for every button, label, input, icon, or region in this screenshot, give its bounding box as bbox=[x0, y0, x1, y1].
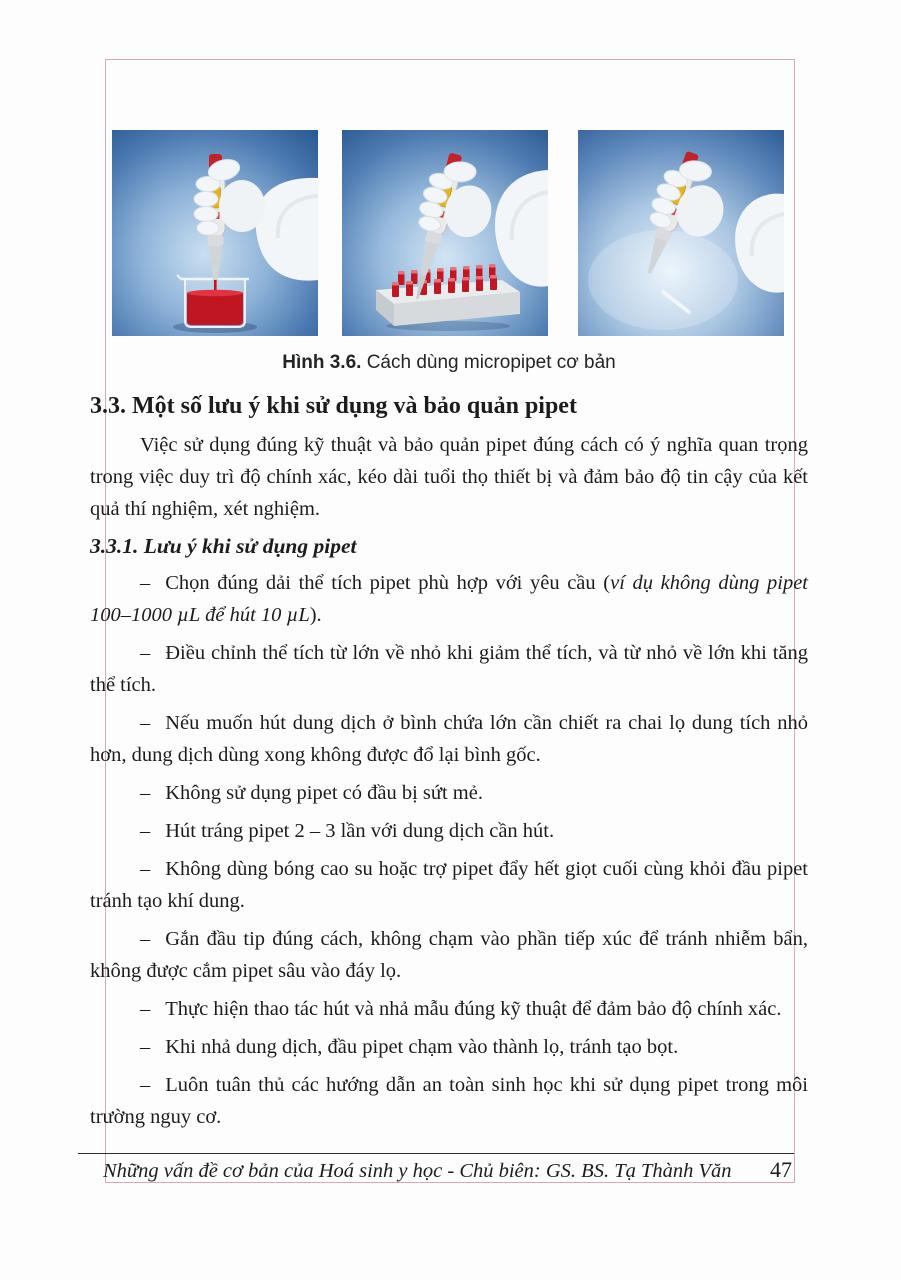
photo-pipette-beaker bbox=[112, 130, 318, 336]
bullet-dash: – bbox=[140, 712, 151, 734]
bullet-dash: – bbox=[140, 928, 151, 950]
list-item bbox=[90, 853, 808, 917]
footer-book-title: Những vấn đề cơ bản của Hoá sinh y học - Chủ biên: GS. BS. Tạ Thành Văn bbox=[103, 1160, 732, 1182]
bullet-dash: – bbox=[140, 1036, 151, 1058]
pipette-eject-illustration bbox=[578, 130, 784, 336]
bullet-dash: – bbox=[140, 782, 151, 804]
bullet-text: Không sử dụng pipet có đầu bị sứt mẻ. bbox=[165, 782, 483, 804]
bullet-text: Gắn đầu tip đúng cách, không chạm vào phần tiếp xúc để tránh nhiễm bẩn, không được cắm pipet sâu vào đáy lọ. bbox=[90, 928, 808, 982]
subsection-heading: 3.3.1. Lưu ý khi sử dụng pipet bbox=[90, 534, 357, 558]
list-item bbox=[90, 567, 808, 631]
bullet-text: Hút tráng pipet 2 – 3 lần với dung dịch cần hút. bbox=[165, 820, 555, 842]
list-item bbox=[90, 993, 808, 1025]
bullet-text: Khi nhả dung dịch, đầu pipet chạm vào thành lọ, tránh tạo bọt. bbox=[165, 1036, 679, 1058]
bullet-text: Thực hiện thao tác hút và nhả mẫu đúng kỹ thuật để đảm bảo độ chính xác. bbox=[165, 998, 782, 1020]
page-number: 47 bbox=[770, 1157, 792, 1182]
figure-row bbox=[90, 130, 808, 336]
page-footer bbox=[78, 1153, 794, 1183]
pipette-rack-illustration bbox=[342, 130, 548, 336]
figure-caption-label: Hình 3.6. bbox=[282, 352, 362, 373]
section-heading: 3.3. Một số lưu ý khi sử dụng và bảo quản pipet bbox=[90, 393, 577, 419]
pipette-beaker-illustration bbox=[112, 130, 318, 336]
photo-pipette-eject bbox=[578, 130, 784, 336]
bullet-text: ). bbox=[309, 604, 322, 626]
intro-paragraph: Việc sử dụng đúng kỹ thuật và bảo quản pipet đúng cách có ý nghĩa quan trọng trong việc duy trì độ chính xác, kéo dài tuổi thọ thiết bị và đảm bảo độ tin cậy của kết quả thí nghiệm, xét nghiệm. bbox=[90, 434, 808, 520]
list-item bbox=[90, 923, 808, 987]
bullet-text: Chọn đúng dải thể tích pipet phù hợp với yêu cầu ( bbox=[165, 572, 611, 594]
bullet-text: Không dùng bóng cao su hoặc trợ pipet đẩy hết giọt cuối cùng khỏi đầu pipet tránh tạo khí dung. bbox=[90, 858, 808, 912]
bullet-list bbox=[90, 567, 808, 1133]
red-liquid bbox=[187, 293, 243, 325]
list-item bbox=[90, 815, 808, 847]
bullet-dash: – bbox=[140, 858, 151, 880]
bullet-dash: – bbox=[140, 642, 151, 664]
list-item bbox=[90, 707, 808, 771]
list-item bbox=[90, 777, 808, 809]
figure-caption bbox=[90, 351, 808, 375]
figure-caption-text: Cách dùng micropipet cơ bản bbox=[361, 352, 616, 373]
bullet-text: Điều chỉnh thể tích từ lớn về nhỏ khi giảm thể tích, và từ nhỏ về lớn khi tăng thể tích. bbox=[90, 642, 808, 696]
bullet-dash: – bbox=[140, 820, 151, 842]
bullet-dash: – bbox=[140, 998, 151, 1020]
list-item bbox=[90, 637, 808, 701]
bullet-text: Nếu muốn hút dung dịch ở bình chứa lớn cần chiết ra chai lọ dung tích nhỏ hơn, dung dịch dùng xong không được đổ lại bình gốc. bbox=[90, 712, 808, 766]
list-item bbox=[90, 1031, 808, 1063]
page-content bbox=[90, 130, 808, 1133]
list-item bbox=[90, 1069, 808, 1133]
bullet-text-italic: ví dụ không dùng pipet 100–1000 µL để hút 10 µL bbox=[90, 572, 808, 626]
bullet-text: Luôn tuân thủ các hướng dẫn an toàn sinh học khi sử dụng pipet trong môi trường nguy cơ. bbox=[90, 1074, 808, 1128]
bullet-dash: – bbox=[140, 572, 151, 594]
photo-pipette-rack bbox=[342, 130, 548, 336]
bullet-dash: – bbox=[140, 1074, 151, 1096]
